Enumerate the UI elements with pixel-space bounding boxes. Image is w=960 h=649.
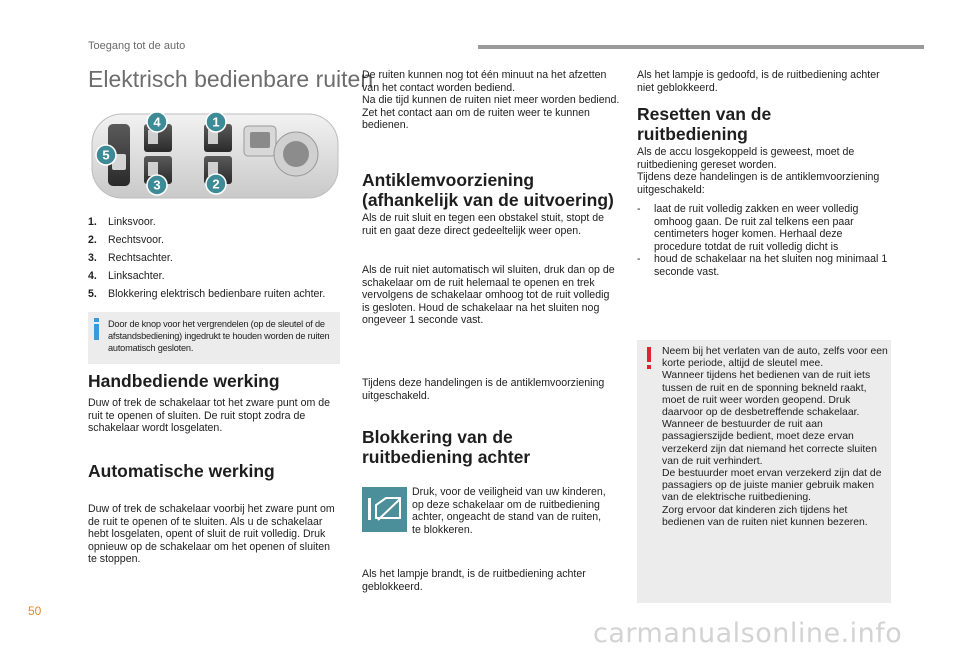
legend-num: 2. [88,234,97,246]
callout-4-label: 4 [153,114,161,130]
text-automatische: Duw of trek de schakelaar voorbij het zware punt om de ruit te openen of te sluiten. Als u de schakelaar hebt losgelaten, opent of sluit de ruit volledig. Druk opnieuw op de schakelaar om het openen of sluiten te stoppen. [88,503,335,566]
callout-5-label: 5 [102,147,110,163]
legend-num: 3. [88,252,97,264]
watermark: carmanualsonline.info [593,618,903,649]
legend-item-4 [88,270,165,283]
warning-icon [644,347,654,371]
reset-step: - laat de ruit volledig zakken en weer volledig omhoog gaan. De ruit zal telkens een paar centimeters hoger komen. Herhaal deze procedure totdat de ruit volledig dicht is [637,203,891,253]
info-icon [93,318,101,340]
text-handbediende: Duw of trek de schakelaar tot het zware punt om de ruit te openen of sluiten. De ruit stopt zodra de schakelaar wordt losgelaten. [88,397,331,435]
legend-num: 4. [88,270,97,282]
callout-1-label: 1 [212,114,220,130]
heading-resetten: Resetten van de ruitbediening [637,104,772,144]
text-blokkering-2: Als het lampje brandt, is de ruitbediening achter geblokkeerd. [362,568,586,593]
text-antiklem-3: Tijdens deze handelingen is de antiklemvoorziening uitgeschakeld. [362,377,605,402]
callout-3 [146,174,168,201]
legend-num: 5. [88,288,97,300]
heading-blokkering: Blokkering van de ruitbediening achter [362,427,531,467]
callout-2-label: 2 [212,176,220,192]
legend-text: Linksvoor. [108,216,156,228]
warning-text: Neem bij het verlaten van de auto, zelfs voor een korte periode, altijd de sleutel mee. Wanneer tijdens het bedienen van de ruit iets tussen de ruit en de sponning bekneld raakt, moet de ruit weer worden geopend. Druk daarvoor op de desbetreffende schakelaar. Wanneer de bestuurder de ruit aan passagierszijde bedient, moet deze ervan verzekerd zijn dat niemand het correcte sluiten van de ruit verhindert. De bestuurder moet ervan verzekerd zijn dat de passagiers op de juiste manier gebruik maken van de elektrische ruitbediening. Zorg ervoor dat kinderen zich tijdens het bedienen van de ruiten niet kunnen bezeren. [662,346,888,528]
callout-2 [205,173,227,200]
text-lampje-gedoofd: Als het lampje is gedoofd, is de ruitbediening achter niet geblokkeerd. [637,69,880,94]
legend-text: Linksachter. [108,270,165,282]
legend-text: Rechtsvoor. [108,234,164,246]
legend-item-3 [88,252,173,265]
callout-5 [95,144,117,171]
legend-item-2 [88,234,164,247]
heading-antiklem: Antiklemvoorziening (afhankelijk van de uitvoering) [362,170,614,210]
page-title: Elektrisch bedienbare ruiten [88,66,374,92]
rear-window-lock-icon [362,487,407,532]
text-intro: De ruiten kunnen nog tot één minuut na het afzetten van het contact worden bediend. Na die tijd kunnen de ruiten niet meer worden bediend. Zet het contact aan om de ruiten weer te kunnen bedienen. [362,69,620,132]
reset-step: - houd de schakelaar na het sluiten nog minimaal 1 seconde vast. [637,253,891,278]
legend-item-5 [88,288,328,301]
text-antiklem-2: Als de ruit niet automatisch wil sluiten, druk dan op de schakelaar om de ruit helemaal te openen en trek vervolgens de schakelaar omhoog tot de ruit volledig is gesloten. Houd de schakelaar na het sluiten nog ongeveer 1 seconde vast. [362,264,615,327]
legend-num: 1. [88,216,97,228]
heading-automatische: Automatische werking [88,461,275,481]
section-header: Toegang tot de auto [88,40,186,52]
callout-3-label: 3 [153,177,161,193]
callout-1 [205,111,227,138]
heading-handbediende: Handbediende werking [88,371,280,391]
text-resetten: Als de accu losgekoppeld is geweest, moet de ruitbediening gereset worden. Tijdens deze handelingen is de antiklemvoorziening uitgeschakeld: [637,146,880,196]
text-antiklem-1: Als de ruit sluit en tegen een obstakel stuit, stopt de ruit en gaat deze direct gedeeltelijk weer open. [362,212,605,237]
info-note: Door de knop voor het vergrendelen (op de sleutel of de afstandsbediening) ingedrukt te houden worden de ruiten automatisch gesloten. [108,319,330,353]
legend-text: Blokkering elektrisch bedienbare ruiten achter. [108,288,326,300]
legend-text: Rechtsachter. [108,252,173,264]
header-bar [478,45,924,49]
legend-item-1 [88,216,156,229]
reset-steps-list [637,203,891,279]
callout-4 [146,111,168,138]
text-blokkering-1: Druk, voor de veiligheid van uw kinderen, op deze schakelaar om de ruitbediening achter, ongeacht de stand van de ruiten, te blokkeren. [412,486,606,536]
page-number: 50 [28,604,42,618]
